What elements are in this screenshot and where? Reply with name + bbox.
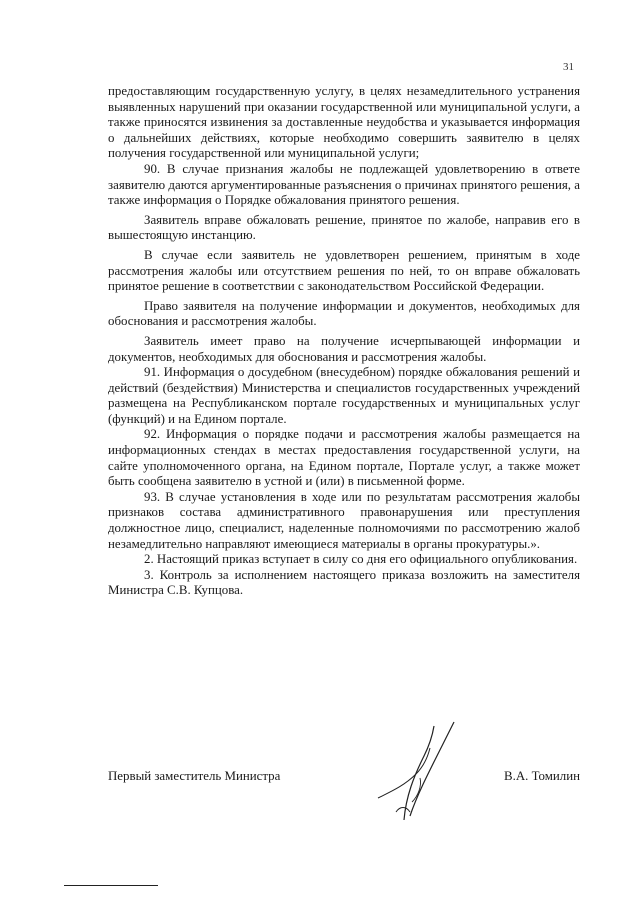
paragraph-continuation: предоставляющим государственную услугу, в целях незамедлительного устранения выявленных нарушений при оказании государственной или муниципальной услуги, а также приносятся извинения за доставленные неудобства и указывается информация о дальнейших действиях, которые необходимо совершить заявителю в целях получения государственной или муниципальной услуги; [108, 84, 580, 161]
paragraph-information-right: Заявитель имеет право на получение исчерпывающей информации и документов, необходимых для обоснования и рассмотрения жалобы. [108, 333, 580, 364]
document-body [108, 84, 580, 599]
paragraph-order-effective: 2. Настоящий приказ вступает в силу со дня его официального опубликования. [144, 552, 578, 567]
signatory-position: Первый заместитель Министра [108, 769, 281, 783]
paragraph-92: 92. Информация о порядке подачи и рассмотрения жалобы размещается на информационных стендах в местах предоставления государственной услуги, на сайте уполномоченного органа, на Едином портале, Портале услуг, а также может быть сообщена заявителю в устной и (или) в письменной форме. [108, 427, 580, 489]
signatory-name: В.А. Томилин [504, 769, 580, 783]
paragraph-90: 90. В случае признания жалобы не подлежащей удовлетворению в ответе заявителю даются аргументированные разъяснения о причинах принятого решения, а также информация о Порядке обжалования принятого решения. [108, 161, 580, 208]
paragraph-order-control: 3. Контроль за исполнением настоящего приказа возложить на заместителя Министра С.В. Купцова. [108, 567, 580, 598]
section-heading-information-right: Право заявителя на получение информации и документов, необходимых для обоснования и рассмотрения жалобы. [108, 298, 580, 329]
page-number: 31 [563, 61, 574, 73]
paragraph-93: 93. В случае установления в ходе или по результатам рассмотрения жалобы признаков состава административного правонарушения или преступления должностное лицо, специалист, наделенные полномочиями по рассмотрению жалоб незамедлительно направляют имеющиеся материалы в органы прокуратуры.». [108, 489, 580, 551]
signature-block [108, 769, 580, 789]
paragraph-appeal-court: В случае если заявитель не удовлетворен решением, принятым в ходе рассмотрения жалобы или отсутствием решения по ней, то он вправе обжаловать принятое решение в соответствии с законодательством Российской Федерации. [108, 247, 580, 294]
footnote-separator-line [64, 885, 158, 886]
paragraph-appeal-right: Заявитель вправе обжаловать решение, принятое по жалобе, направив его в вышестоящую инстанцию. [108, 212, 580, 243]
paragraph-91: 91. Информация о досудебном (внесудебном) порядке обжалования решений и действий (бездействия) Министерства и специалистов государственных учреждений размещена на Республиканском портале государственных и муниципальных услуг (функций) и на Едином портале. [108, 365, 580, 426]
